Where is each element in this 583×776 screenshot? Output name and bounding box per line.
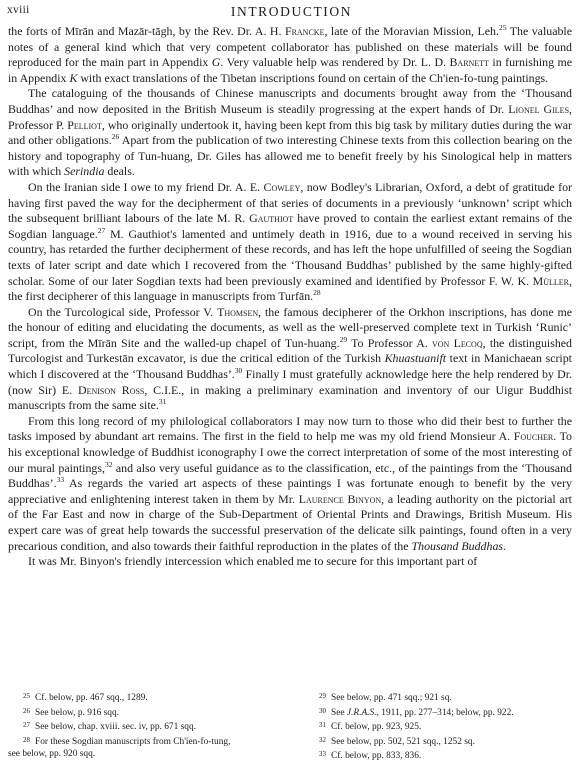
text-run: deals. — [104, 164, 135, 179]
footnotes — [8, 690, 572, 763]
paragraph-p1 — [8, 24, 572, 86]
footnote-number: 29 — [319, 692, 326, 700]
italic-text: K — [69, 70, 78, 85]
footnote-number: 27 — [23, 721, 30, 730]
text-run: The valuable notes of a general kind which that very competent collaborator has published on these materials will be found reproduced for the main part in Appendix — [8, 24, 572, 70]
text-run: have proved to contain the earliest extant remains of the Sogdian language. — [8, 211, 572, 241]
small-caps-name: Pelliot — [67, 117, 102, 132]
text-run: in furnishing me in Appendix — [8, 55, 572, 85]
footnote-text: See below, pp. 502, 521 sqq., 1252 sq. — [331, 736, 475, 747]
text-run: See — [331, 707, 347, 718]
paragraph-p3 — [8, 180, 572, 305]
text-run: the forts of Mīrān and Mazār-tāgh, by the Rev. Dr. A. H. — [8, 24, 285, 38]
paragraph-p6 — [8, 554, 572, 570]
footnote-number: 33 — [319, 750, 326, 759]
small-caps-name: Lionel Giles — [508, 101, 570, 116]
text-run: , the first decipherer of this language in manuscripts from Turfān. — [8, 273, 572, 304]
small-caps-name: Laurence Binyon — [298, 491, 382, 506]
footnote-31 — [304, 719, 572, 734]
text-run: , Professor P. — [8, 101, 572, 132]
footnote-ref: 29 — [339, 334, 348, 344]
footnote-ref: 27 — [97, 225, 106, 235]
italic-text: Khuastuanift — [384, 351, 447, 366]
text-run: It was Mr. Binyon's friendly intercession which enabled me to secure for this important part of — [28, 554, 478, 569]
small-caps-name: Gauthiot — [249, 211, 294, 226]
footnote-number: 30 — [319, 706, 326, 715]
footnote-number: 32 — [319, 735, 326, 744]
text-run: As regards the varied art aspects of these paintings I was fortunate enough to benefit by the very appreciative and enlightening interest taken in them by Mr. — [8, 476, 572, 506]
footnote-ref: 28 — [313, 288, 321, 298]
text-run: , now Bodley's Librarian, Oxford, a debt of gratitude for having first paved the way for the decipherment of that series of documents in a previously ‘unknown’ script which the subsequent brilliant labours of the late M. R. — [8, 179, 572, 226]
text-run: , late of the Moravian Mission, Leh. — [324, 24, 499, 38]
text-run: On the Turcological side, Professor V. — [28, 304, 218, 319]
text-run: , C.I.E., in making a preliminary examination and inventory of our Uigur Buddhist manuscripts from the same site. — [8, 382, 572, 413]
footnote-30 — [304, 705, 572, 720]
footnote-28 — [8, 734, 276, 749]
small-caps-name: Francke — [284, 24, 325, 38]
footnote-number: 25 — [23, 692, 30, 700]
italic-text: Thousand Buddhas — [411, 538, 504, 553]
italic-text: G — [211, 55, 221, 70]
footnote-26 — [8, 705, 276, 720]
italic-text: J.R.A.S. — [346, 707, 377, 718]
text-run: M. Gauthiot's lamented and untimely death in 1916, due to a wound received in serving his country, has retarded the further decipherment of these records, and has left the hope unfulfilled of seeing the Sogdian texts of later script and date which I recovered from the ‘Thousand Buddhas’ published by the same highly-gifted scholar. Some of our later Sogdian texts had been previously examined and identified by Professor F. W. K. — [8, 226, 572, 288]
small-caps-name: Thomsen — [217, 304, 259, 319]
paragraph-p4 — [8, 305, 572, 414]
small-caps-name: Müller — [532, 273, 570, 288]
footnote-ref: 25 — [498, 23, 507, 33]
footnote-33 — [304, 748, 572, 763]
running-title: INTRODUCTION — [230, 4, 353, 19]
text-run: From this long record of my philological collaborators I may now turn to those who did their best to further the tasks imposed by abundant art remains. The first in the field to help me was my old friend Monsieur A. — [8, 413, 572, 444]
page-header — [7, 4, 576, 22]
footnote-number: 31 — [319, 721, 326, 730]
text-run: The cataloguing of the thousands of Chinese manuscripts and documents brought away from the ‘Thousand Buddhas’ and now deposited in the British Museum is steadily progressing at the expert hands of Dr. — [8, 86, 572, 116]
text-run: , the famous decipherer of the Orkhon inscriptions, has done me the honour of editing and elucidating the documents, as well as the well-preserved complete text in Turkish ‘Runic’ script, from the Mīrān Site and the walled-up chapel of Tun-huang. — [8, 304, 572, 350]
text-run: , 1911, pp. 277–314; below, pp. 922. — [376, 707, 514, 718]
small-caps-name: Denison Ross — [78, 382, 145, 397]
small-caps-name: Foucher — [513, 429, 554, 444]
text-run: On the Iranian side I owe to my friend Dr. A. E. — [28, 179, 264, 194]
footnote-27 — [8, 719, 276, 734]
italic-text: Serindia — [64, 164, 105, 179]
text-run: with exact translations of the Tibetan inscriptions found on certain of the Ch'ien-fo-tung paintings. — [77, 70, 549, 85]
small-caps-name: von Lecoq — [432, 335, 483, 350]
paragraph-p5 — [8, 414, 572, 554]
text-run: , the distinguished Turcologist and Turkestān excavator, is due the critical edition of the Turkish — [8, 335, 572, 366]
text-run: . To his exceptional knowledge of Buddhist iconography I owe the correct interpretation of some of the most interesting of our mural paintings, — [8, 429, 573, 475]
page-number: xviii — [7, 4, 30, 16]
footnote-text: See below, chap. xviii. sec. iv, pp. 671 sqq. — [35, 722, 196, 733]
footnote-number: 28 — [23, 735, 30, 744]
body-text — [8, 24, 572, 570]
footnotes-left-column — [8, 690, 276, 763]
footnote-32 — [304, 734, 572, 749]
paragraph-p2 — [8, 86, 572, 180]
footnote-25 — [8, 690, 276, 705]
footnote-ref: 33 — [56, 475, 65, 485]
footnote-continuation: see below, pp. 920 sqq. — [8, 749, 96, 760]
footnote-ref: 32 — [104, 459, 113, 469]
text-run: , who originally undertook it, having been kept from this big task by military duties during the war and other obligations. — [8, 117, 572, 148]
small-caps-name: Barnett — [449, 55, 489, 70]
text-run: . — [503, 538, 507, 553]
small-caps-name: Cowley — [263, 179, 301, 194]
text-run: text in Manichaean script which I discovered at the ‘Thousand Buddhas’. — [8, 351, 572, 382]
footnote-29 — [304, 690, 572, 705]
text-run: Finally I must gratefully acknowledge here the help rendered by Dr. (now Sir) E. — [8, 367, 572, 397]
text-run: Apart from the publication of two interesting Chinese texts from this collection bearing on the history and topography of Tun-huang, Dr. Giles has allowed me to benefit freely by his Sinological help in matters with which — [8, 133, 572, 179]
footnote-ref: 31 — [158, 397, 167, 407]
text-run: and also very useful guidance as to the classification, etc., of the paintings from the ‘Thousand Buddhas’. — [8, 460, 572, 491]
text-run: . Very valuable help was rendered by Dr. L. D. — [220, 55, 450, 70]
text-run: To Professor A. — [347, 335, 432, 350]
footnote-text: For these Sogdian manuscripts from Ch'ien-fo-tung, — [35, 736, 231, 747]
footnote-text: Cf. below, pp. 923, 925. — [331, 722, 422, 733]
footnote-number: 26 — [23, 706, 30, 715]
footnotes-right-column — [276, 690, 572, 763]
footnote-text: See below, pp. 471 sqq.; 921 sq. — [331, 693, 452, 703]
footnote-ref: 30 — [234, 366, 243, 376]
footnote-text: See below, p. 916 sqq. — [35, 707, 120, 718]
text-run: , a leading authority on the pictorial art of the Far East and now in charge of the Sub-Department of Oriental Prints and Drawings, British Museum. His expert care was of great help towards the successful preservation of the delicate silk paintings, found often in a very precarious condition, and also towards their faithful reproduction in the plates of the — [8, 491, 572, 553]
footnote-text: Cf. below, pp. 833, 836. — [331, 751, 422, 762]
footnote-ref: 26 — [111, 132, 120, 142]
footnote-text: Cf. below, pp. 467 sqq., 1289. — [35, 693, 148, 703]
